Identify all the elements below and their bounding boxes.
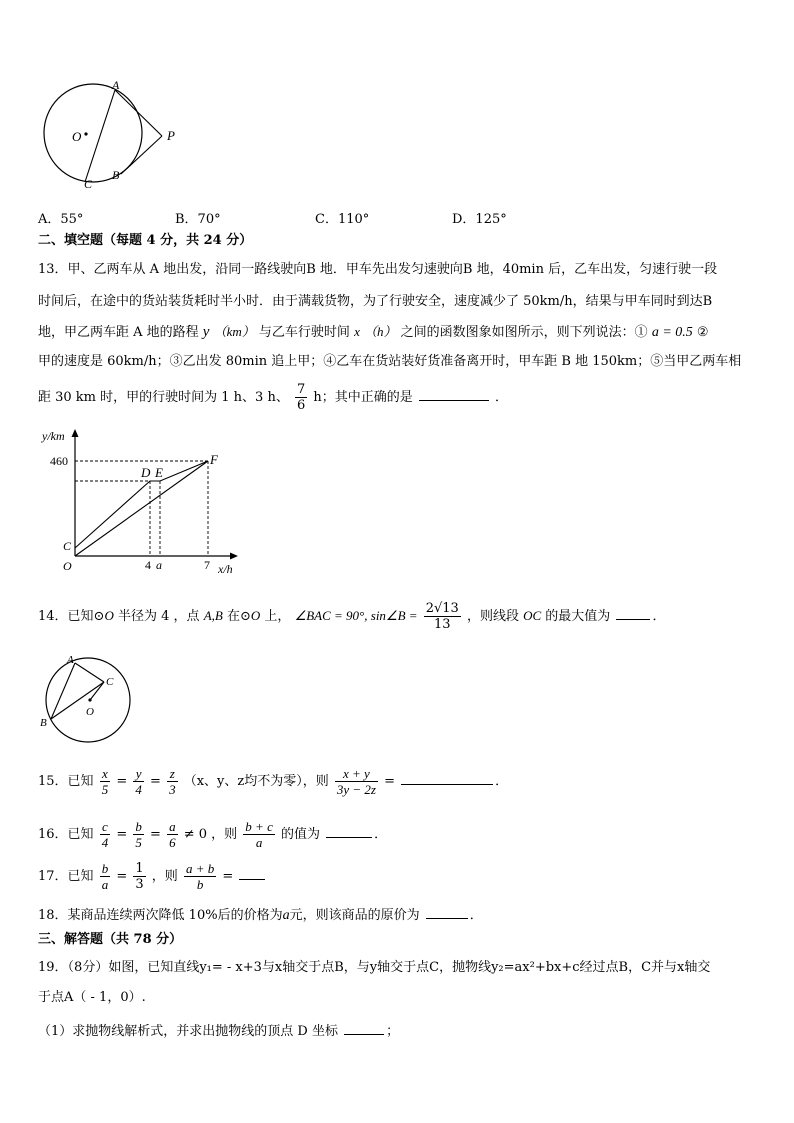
q15-eq1: = [116, 774, 128, 789]
q13-var-x: x [354, 324, 360, 339]
q16-f2-num: b [135, 819, 142, 834]
q16-end: ． [374, 827, 388, 842]
q17-frac3 [184, 861, 216, 892]
q15-f2-den: 4 [135, 782, 142, 797]
q13-frac-den: 6 [296, 398, 306, 413]
q19-line2: 于点A（ - 1，0）. [38, 990, 146, 1005]
q18-text-a: 18．某商品连续两次降低 10%后的价格为 [38, 908, 283, 923]
q14-var-O2: O [250, 608, 261, 623]
q13-unit-h: （h） [364, 324, 397, 339]
q16-eq1: = [116, 827, 128, 842]
q13-eq-a: a = 0.5 [651, 325, 693, 340]
q13-line3 [38, 322, 709, 343]
q14-line [38, 600, 665, 633]
q13-line5 [38, 382, 508, 413]
q15-f1-den: 5 [101, 782, 109, 797]
q13-graph [38, 424, 248, 576]
q14-end: ． [652, 609, 666, 624]
q15-f3-den: 3 [169, 782, 176, 797]
q15-eq2: = [150, 774, 161, 789]
q14-var-O: O [104, 608, 114, 623]
q15-text-a: 15．已知 [38, 774, 94, 789]
q14-var-AB: A,B [203, 608, 223, 623]
q15-answer-blank[interactable] [401, 770, 493, 785]
q17-f3-num: a + b [185, 861, 215, 876]
q18-end: ． [469, 908, 483, 923]
q16-frac1 [100, 819, 111, 850]
q15-f4-num: x + y [335, 766, 378, 782]
q17-eq1: = [116, 869, 128, 884]
q13-line1: 13．甲、乙两车从 A 地出发，沿同一路线驶向B 地．甲车先出发匀速驶向B 地，40min 后，乙车出发，匀速行驶一段 [38, 262, 718, 277]
q14-answer-blank[interactable] [616, 605, 650, 620]
q16-f1-den: 4 [101, 835, 109, 850]
q18-line [38, 904, 483, 926]
q12-circle-figure [38, 78, 188, 190]
q13-line5-b: h；其中正确的是 [313, 390, 413, 405]
q14-angle: ∠BAC = 90°, sin∠B = [294, 608, 418, 623]
q14-num4: 4 [161, 609, 170, 624]
q17-frac1 [100, 861, 111, 892]
graph-label-C: C [63, 539, 72, 553]
q17-line [38, 860, 267, 894]
q14-text-a: 14．已知⊙ [38, 609, 105, 624]
q14-text-d: 在⊙ [226, 609, 251, 624]
q13-line3-d: ② [696, 325, 709, 340]
graph-label-E: E [155, 465, 163, 480]
graph-tick-460: 460 [50, 454, 68, 468]
q17-eq2: = [222, 869, 234, 884]
fig14-label-O: O [86, 706, 94, 718]
option-c: C．110° [315, 212, 370, 227]
q15-frac2 [133, 766, 144, 797]
q15-frac4 [335, 766, 378, 797]
q19-sub1-end: ； [386, 1024, 400, 1039]
q16-text-b: ，则 [211, 827, 238, 842]
q14-text-c: ，点 [173, 609, 200, 624]
q17-text-b: ，则 [151, 869, 178, 884]
q16-f3-den: 6 [169, 835, 176, 850]
q14-text-e: 上， [264, 609, 291, 624]
q13-line4: 甲的速度是 60km/h；③乙出发 80min 追上甲；④乙车在货站装好货准备离开时，甲车距 B 地 150km；⑤当甲乙两车相 [38, 354, 742, 369]
graph-label-D: D [141, 465, 151, 480]
fig14-label-A: A [67, 654, 74, 666]
q17-answer-blank[interactable] [239, 865, 265, 880]
q14-text-b: 半径为 [117, 609, 157, 624]
q14-var-OC: OC [523, 608, 542, 623]
q16-answer-blank[interactable] [326, 823, 372, 838]
q15-frac3 [167, 766, 178, 797]
q19-sub1-text: （1）求抛物线解析式，并求出抛物线的顶点 D 坐标 [38, 1024, 338, 1039]
graph-tick-a: a [156, 558, 162, 572]
q14-frac-num: 2√13 [425, 601, 459, 616]
q17-frac2 [133, 861, 145, 892]
q14-text-g: 的最大值为 [545, 609, 611, 624]
q14-text-f: ，则线段 [466, 609, 519, 624]
q19-line1: 19．（8分）如图，已知直线y₁= - x+3与x轴交于点B，与y轴交于点C，抛物线y₂=ax²+bx+c经过点B，C并与x轴交 [38, 960, 711, 975]
section-3-heading: 三、解答题（共 78 分） [38, 932, 183, 947]
q16-f3-num: a [169, 819, 176, 834]
q17-f3-den: b [196, 877, 204, 892]
q16-line [38, 818, 387, 852]
graph-y-axis-label: y/km [42, 429, 65, 443]
option-b: B．70° [175, 212, 221, 227]
fig14-label-C: C [106, 676, 114, 688]
q16-f4-num: b + c [245, 819, 273, 834]
q15-end: ． [495, 774, 509, 789]
q19-sub1 [38, 1020, 399, 1042]
q13-fraction [295, 382, 307, 413]
section-2-heading: 二、填空题（每题 4 分，共 24 分） [38, 233, 253, 248]
q13-line3-a: 地，甲乙两车距 A 地的路程 [38, 325, 199, 340]
graph-origin: O [63, 559, 72, 573]
q16-frac3 [167, 819, 178, 850]
q16-text-c: 的值为 [280, 827, 320, 842]
q13-line5-end: ． [495, 390, 509, 405]
q13-answer-blank[interactable] [419, 386, 489, 401]
fig12-label-C: C [84, 177, 93, 190]
q15-eq3: = [384, 774, 396, 789]
q18-var-a: a [282, 908, 290, 923]
q15-frac1 [100, 766, 111, 797]
q17-f1-den: a [101, 877, 109, 892]
q18-text-b: 元，则该商品的原价为 [289, 908, 420, 923]
q16-f4-den: a [255, 835, 263, 850]
q13-unit-km: （km） [213, 324, 255, 339]
graph-tick-4: 4 [145, 558, 151, 572]
q15-f3-num: z [167, 766, 178, 782]
q17-f2-den: 3 [135, 877, 144, 892]
q16-frac2 [133, 819, 144, 850]
q13-line2: 时间后，在途中的货站装货耗时半小时．由于满载货物，为了行驶安全，速度减少了 50km/h，结果与甲车同时到达B [38, 294, 713, 309]
q13-line5-a: 距 30 km 时，甲的行驶时间为 1 h、3 h、 [38, 390, 289, 405]
q13-frac-num: 7 [296, 382, 306, 397]
fig12-label-B: B [112, 168, 120, 182]
q16-eq2: = [150, 827, 161, 842]
q16-neq: ≠ 0 [183, 827, 207, 842]
graph-x-axis-label: x/h [218, 562, 233, 576]
q17-f1-num: b [101, 861, 109, 876]
q15-f2-num: y [133, 766, 144, 782]
graph-tick-7: 7 [204, 558, 210, 572]
option-d: D．125° [452, 212, 507, 227]
q14-frac-den: 13 [433, 617, 451, 632]
q15-f4-den: 3y − 2z [336, 782, 376, 797]
option-a: A．55° [38, 212, 84, 227]
q15-line [38, 765, 508, 799]
q17-f2-num: 1 [135, 861, 144, 876]
q19-answer-blank[interactable] [344, 1020, 384, 1035]
q13-var-y: y [202, 324, 210, 340]
fig12-label-A: A [112, 78, 120, 92]
q18-answer-blank[interactable] [426, 904, 468, 919]
q13-line3-b: 与乙车行驶时间 [258, 325, 350, 340]
q16-text-a: 16．已知 [38, 827, 94, 842]
q16-f2-den: 5 [135, 835, 142, 850]
q14-fraction [424, 601, 461, 632]
q13-line3-c: 之间的函数图象如图所示，则下列说法：① [400, 325, 648, 340]
q17-text-a: 17．已知 [38, 869, 94, 884]
q15-f1-num: x [100, 766, 111, 782]
fig12-label-O: O [72, 129, 82, 144]
fig14-label-B: B [40, 717, 47, 729]
q16-frac4 [243, 819, 275, 850]
q14-circle-figure [38, 652, 148, 752]
graph-label-F: F [210, 452, 218, 467]
fig12-label-P: P [167, 128, 175, 143]
q16-f1-num: c [100, 819, 111, 835]
q15-text-b: （x、y、z均不为零），则 [183, 774, 329, 789]
